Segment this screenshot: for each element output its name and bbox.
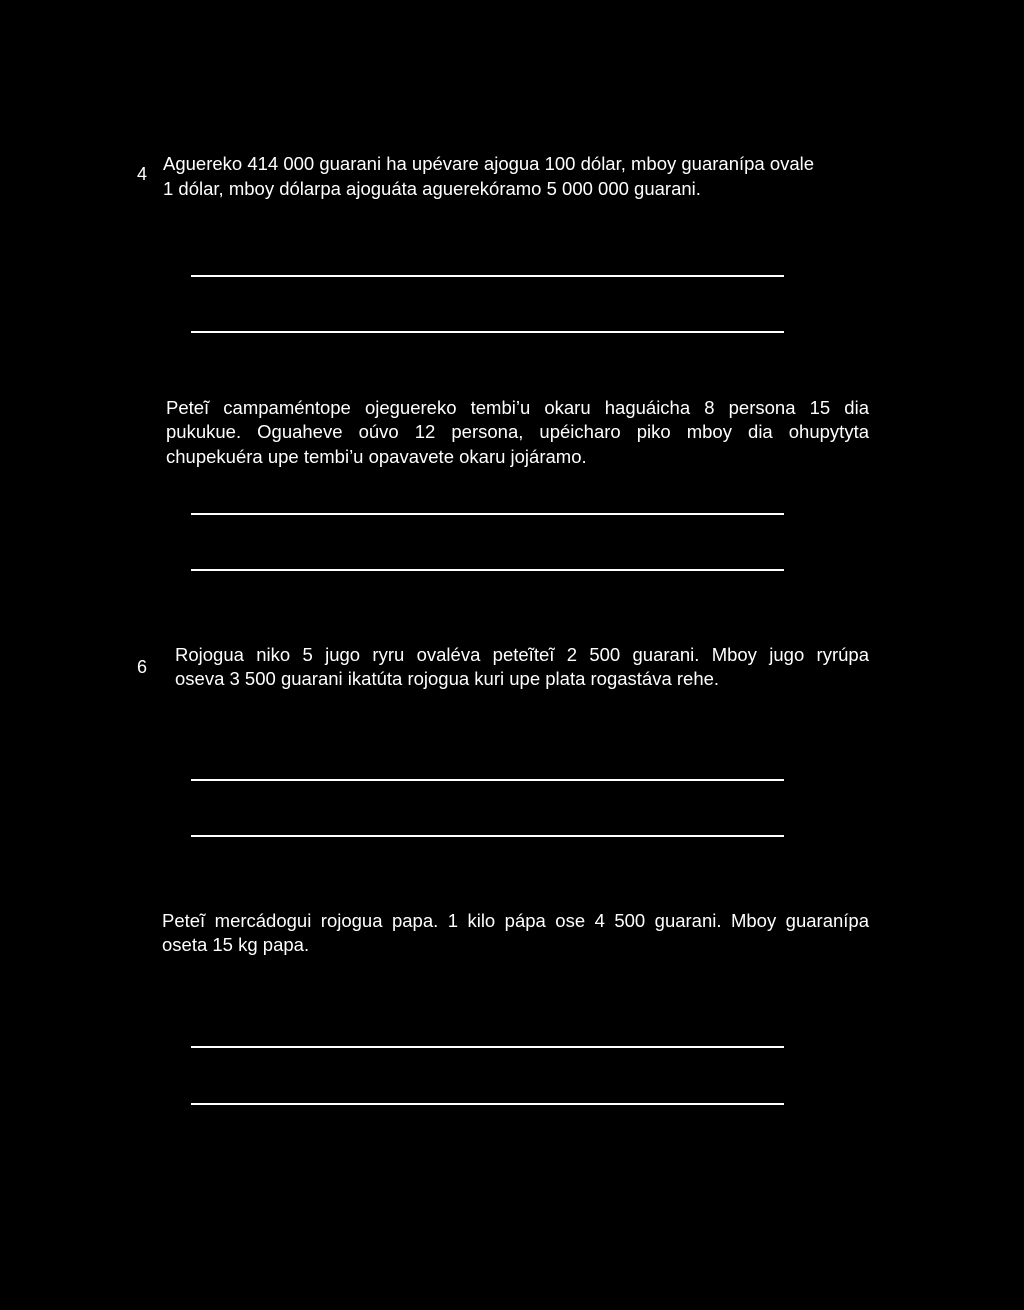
- answer-line[interactable]: [191, 1103, 784, 1105]
- answer-line[interactable]: [191, 275, 784, 277]
- answer-line[interactable]: [191, 513, 784, 515]
- answer-line[interactable]: [191, 1046, 784, 1048]
- answer-line[interactable]: [191, 835, 784, 837]
- problem-text-line: Aguereko 414 000 guarani ha upévare ajogua 100 dólar, mboy guaranípa ovale: [163, 153, 815, 174]
- problem-number: 6: [137, 657, 148, 677]
- problem-text-line: Peteĩ campaméntope ojeguereko tembi’u okaru haguáicha 8 persona 15 dia: [166, 397, 869, 418]
- problem-text-line: Rojogua niko 5 jugo ryru ovaléva peteĩteĩ 2 500 guarani. Mboy jugo ryrúpa: [175, 644, 869, 665]
- answer-line[interactable]: [191, 779, 784, 781]
- problem-text-line: pukukue. Oguaheve oúvo 12 persona, upéicharo piko mboy dia ohupytyta: [166, 421, 869, 442]
- problem-text-line: oseta 15 kg papa.: [162, 934, 310, 955]
- problem-text-line: chupekuéra upe tembi’u opavavete okaru jojáramo.: [166, 446, 587, 467]
- problem-text-line: 1 dólar, mboy dólarpa ajoguáta aguerekóramo 5 000 000 guarani.: [163, 178, 701, 199]
- problem-number: 4: [137, 164, 148, 184]
- problem-text-line: Peteĩ mercádogui rojogua papa. 1 kilo pápa ose 4 500 guarani. Mboy guaranípa: [162, 910, 869, 931]
- answer-line[interactable]: [191, 569, 784, 571]
- answer-line[interactable]: [191, 331, 784, 333]
- problem-text-line: oseva 3 500 guarani ikatúta rojogua kuri upe plata rogastáva rehe.: [175, 668, 720, 689]
